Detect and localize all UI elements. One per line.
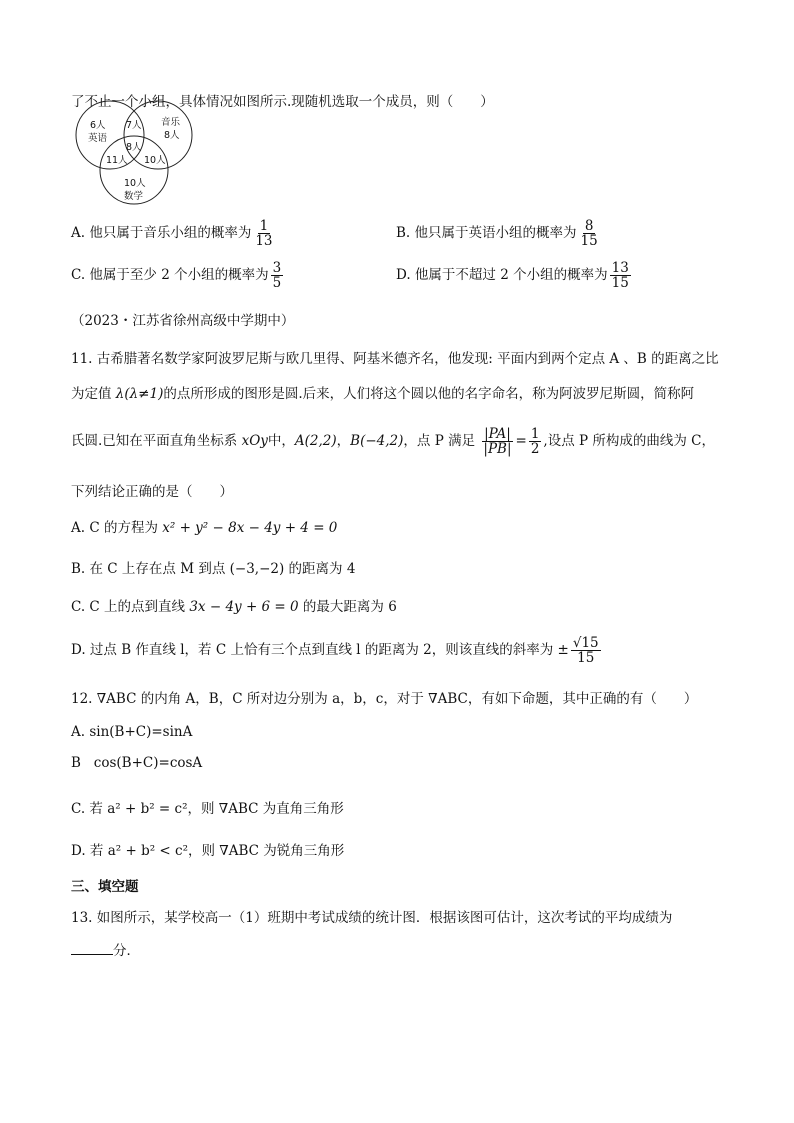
q11-line3b: 中，	[267, 433, 295, 450]
option-a-text: A. 他只属于音乐小组的概率为	[71, 225, 252, 242]
q11-option-a	[71, 520, 337, 536]
q13-line2-text: 分．	[113, 943, 140, 959]
option-a	[71, 219, 277, 248]
q11-option-c-text: C. C 上的点到直线	[71, 599, 190, 615]
option-a-den: 13	[255, 233, 273, 250]
q11-point-a: A(2,2)	[294, 433, 337, 450]
q11-line3d: ，点 P 满足	[403, 433, 476, 450]
option-d-den: 15	[611, 275, 629, 292]
q11-xoy: xOy	[241, 433, 268, 450]
q11-option-d-num: √15	[572, 635, 599, 651]
option-b	[396, 219, 602, 248]
q11-option-a-text: A. C 的方程为	[71, 520, 163, 536]
q12-option-c: C. 若 a² + b² = c²，则 ∇ABC 为直角三角形	[71, 801, 344, 817]
venn-english-label: 英语	[88, 133, 108, 144]
q11-option-c	[71, 599, 397, 615]
option-d	[396, 261, 633, 290]
option-c-fraction	[271, 261, 284, 290]
q13-line2	[71, 942, 140, 959]
option-d-fraction	[610, 261, 631, 290]
q11-option-b: B. 在 C 上存在点 M 到点 (−3,−2) 的距离为 4	[71, 561, 356, 577]
question-intro: 了不止一个小组，具体情况如图所示.现随机选取一个成员，则（ ）	[71, 94, 494, 110]
q11-ratio-num: |PA|	[484, 426, 511, 442]
q11-option-d-text: D. 过点 B 作直线 l，若 C 上恰有三个点到直线 l 的距离为 2，则该直线的斜率为 ±	[71, 642, 569, 659]
q11-option-d	[71, 636, 603, 665]
q11-option-c-equation: 3x − 4y + 6 = 0	[189, 599, 299, 615]
q11-line2b: 的点所形成的图形是圆.后来，人们将这个圆以他的名字命名，称为阿波罗尼斯圆，简称阿	[163, 386, 695, 402]
q12-option-b-label: B	[71, 755, 81, 771]
q11-lambda: λ(λ≠1)	[115, 386, 164, 402]
q11-half-den: 2	[530, 441, 540, 458]
q11-option-d-den: 15	[577, 650, 595, 667]
q11-ratio	[481, 427, 513, 456]
venn-diagram	[72, 100, 196, 208]
q11-line3f: ,设点 P 所构成的曲线为 C，	[543, 433, 715, 450]
q11-line2a: 为定值	[71, 386, 112, 402]
venn-music-only: 8人	[164, 130, 180, 141]
option-c-num: 3	[272, 260, 282, 276]
option-c	[71, 261, 285, 290]
option-c-den: 5	[272, 275, 282, 292]
option-d-num: 13	[611, 260, 629, 276]
option-a-num: 1	[259, 218, 269, 234]
q11-line3c: ，	[336, 433, 351, 450]
q11-line2	[71, 386, 694, 402]
venn-english-only: 6人	[90, 120, 106, 131]
q11-line1: 11. 古希腊著名数学家阿波罗尼斯与欧几里得、阿基米德齐名，他发现: 平面内到两个定点 A 、B 的距离之比	[71, 351, 719, 367]
section-heading: 三、填空题	[71, 879, 139, 895]
q11-equals: =	[515, 433, 527, 450]
q11-point-b: B(−4,2)	[350, 433, 404, 450]
venn-music-label: 音乐	[161, 117, 181, 128]
venn-english-music: 7人	[126, 120, 142, 131]
source-note: （2023・江苏省徐州高级中学期中）	[71, 313, 295, 329]
venn-math-label: 数学	[124, 191, 144, 202]
option-b-den: 15	[580, 233, 598, 250]
q12-stem: 12. ∇ABC 的内角 A，B，C 所对边分别为 a，b，c，对于 ∇ABC，有如下命题，其中正确的有（ ）	[71, 691, 698, 707]
q11-line3	[71, 427, 715, 456]
option-b-num: 8	[584, 218, 594, 234]
q11-option-a-equation: x² + y² − 8x − 4y + 4 = 0	[162, 520, 338, 536]
q11-half	[529, 427, 542, 456]
q11-option-d-fraction	[571, 636, 601, 665]
option-b-text: B. 他只属于英语小组的概率为	[396, 225, 577, 242]
q12-option-b	[71, 755, 202, 771]
venn-math-only: 10人	[124, 178, 146, 189]
venn-all-three: 8人	[126, 142, 142, 153]
option-d-text: D. 他属于不超过 2 个小组的概率为	[396, 267, 608, 284]
option-a-fraction	[253, 219, 274, 248]
option-c-text: C. 他属于至少 2 个小组的概率为	[71, 267, 269, 284]
q12-option-b-text: cos(B+C)=cosA	[93, 755, 203, 771]
venn-english-math: 11人	[106, 155, 128, 166]
q11-line4: 下列结论正确的是（ ）	[71, 484, 233, 500]
q11-option-c-post: 的最大距离为 6	[298, 599, 397, 615]
q12-option-a: A. sin(B+C)=sinA	[71, 724, 193, 740]
q13-line1: 13. 如图所示，某学校高一（1）班期中考试成绩的统计图．根据该图可估计，这次考试的平均成绩为	[71, 910, 673, 926]
q11-ratio-den: |PB|	[483, 441, 512, 458]
option-b-fraction	[579, 219, 600, 248]
answer-blank[interactable]	[71, 942, 113, 955]
q11-half-num: 1	[530, 426, 540, 442]
q11-line3a: 氏圆.已知在平面直角坐标系	[71, 433, 238, 450]
q12-option-d: D. 若 a² + b² < c²，则 ∇ABC 为锐角三角形	[71, 843, 345, 859]
venn-music-math: 10人	[144, 155, 166, 166]
